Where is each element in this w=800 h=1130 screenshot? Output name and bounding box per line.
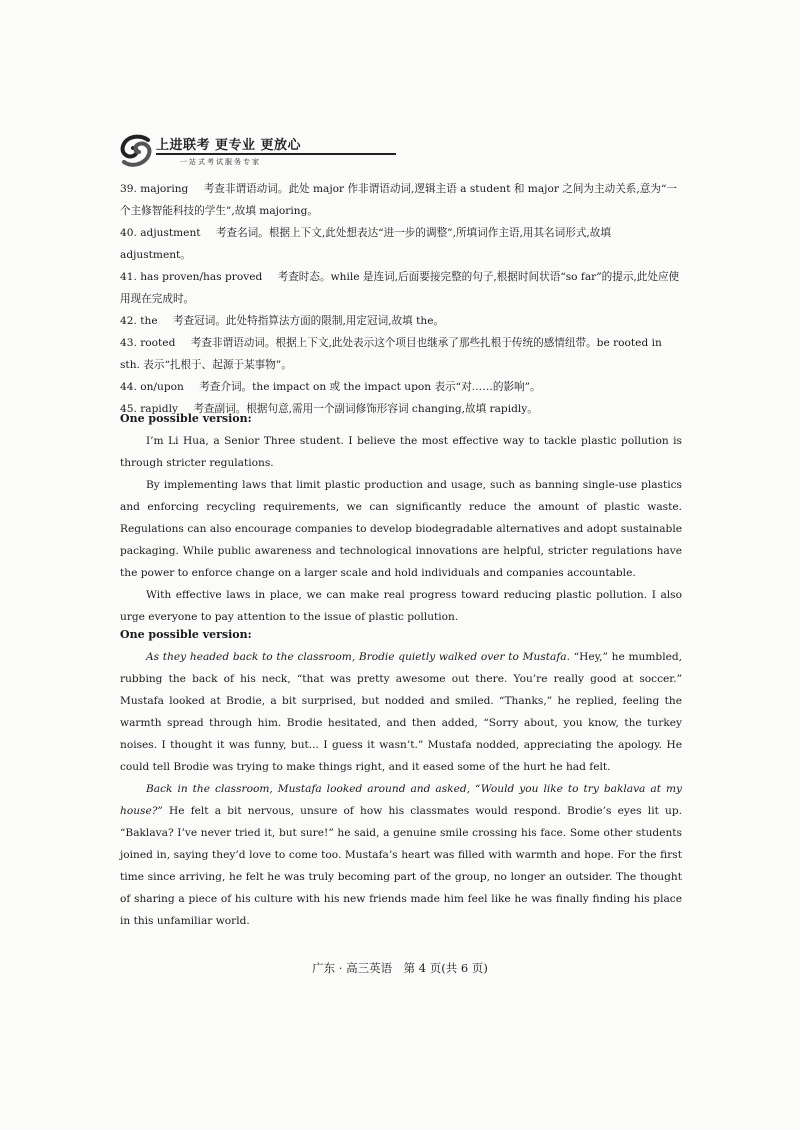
story-text: “Hey,” he mumbled, rubbing the back of his neck, “that was pretty awesome out there. You’re really good at soccer.” Mustafa looked at Brodie, a bit surprised, but nodded and smiled. “Thanks,” he replied, feeling the warmth spread through him. Brodie hesitated, and then added, “Sorry about, you know, the turkey noises. I thought it was funny, but... I guess it wasn’t.” Mustafa nodded, appreciating the apology. He could tell Brodie was trying to make things right, and it eased some of the hurt he had felt. [120, 651, 683, 773]
answer-item [120, 376, 682, 398]
answer-word: rapidly [140, 403, 178, 415]
essay-paragraph: I’m Li Hua, a Senior Three student. I believe the most effective way to tackle plastic pollution is through stricter regulations. [120, 435, 682, 469]
header [118, 128, 418, 174]
section-heading: One possible version: [120, 628, 252, 641]
logo-divider [156, 153, 396, 155]
answer-item [120, 266, 682, 310]
answer-word: adjustment [140, 227, 201, 239]
answer-number: 45. [120, 403, 137, 415]
answer-item [120, 332, 682, 376]
logo-swirl-icon [118, 132, 154, 168]
answer-explanation: 考查副词。根据句意,需用一个副词修饰形容词 changing,故填 rapidly。 [193, 403, 538, 415]
answer-word: on/upon [140, 381, 184, 393]
essay-paragraph: With effective laws in place, we can make real progress toward reducing plastic pollution. I also urge everyone to pay attention to the issue of plastic pollution. [120, 589, 682, 623]
answer-explanation: 考查非谓语动词。根据上下文,此处表示这个项目也继承了那些扎根于传统的感情纽带。be rooted in sth. 表示“扎根于、起源于某事物”。 [120, 337, 662, 371]
answer-number: 42. [120, 315, 137, 327]
answer-number: 43. [120, 337, 137, 349]
answer-explanation: 考查非谓语动词。此处 major 作非谓语动词,逻辑主语 a student 和 major 之间为主动关系,意为“一个主修智能科技的学生”,故填 majoring。 [120, 183, 677, 217]
answer-word: has proven/has proved [140, 271, 263, 283]
logo-title: 上进联考 更专业 更放心 [156, 138, 302, 153]
answer-explanation: 考查时态。while 是连词,后面要接完整的句子,根据时间状语“so far”的提示,此处应使用现在完成时。 [120, 271, 680, 305]
story-lead-sentence: Back in the classroom, Mustafa looked around and asked, “Would you like to try baklava at my house?” [120, 783, 682, 817]
continuation-section [120, 624, 682, 932]
logo-subtitle: 一站式考试服务专家 [180, 158, 261, 166]
answer-item [120, 178, 682, 222]
story-paragraph [120, 646, 682, 778]
answer-number: 40. [120, 227, 137, 239]
answer-word: rooted [140, 337, 176, 349]
answer-explanation: 考查冠词。此处特指算法方面的限制,用定冠词,故填 the。 [172, 315, 445, 327]
answer-explanation: 考查介词。the impact on 或 the impact upon 表示“对……的影响”。 [199, 381, 541, 393]
answer-word: majoring [140, 183, 189, 195]
answer-word: the [140, 315, 158, 327]
answer-number: 41. [120, 271, 137, 283]
answer-item [120, 222, 682, 266]
page-footer: 广东 · 高三英语 第 4 页(共 6 页) [312, 961, 488, 975]
section-heading: One possible version: [120, 412, 252, 425]
answer-number: 44. [120, 381, 137, 393]
essay-section [120, 408, 682, 628]
story-lead-sentence: As they headed back to the classroom, Brodie quietly walked over to Mustafa. [146, 651, 570, 663]
essay-paragraph: By implementing laws that limit plastic production and usage, such as banning single-use plastics and enforcing recycling requirements, we can significantly reduce the amount of plastic waste. Regulations can also encourage companies to develop biodegradable alternatives and adopt sustainable packaging. While public awareness and technological innovations are helpful, stricter regulations have the power to enforce change on a larger scale and hold individuals and companies accountable. [120, 479, 682, 579]
answer-explanation: 考查名词。根据上下文,此处想表达“进一步的调整”,所填词作主语,用其名词形式,故填 adjustment。 [120, 227, 611, 261]
story-paragraph [120, 778, 682, 932]
answer-list [120, 178, 682, 420]
story-text: He felt a bit nervous, unsure of how his classmates would respond. Brodie’s eyes lit up. “Baklava? I’ve never tried it, but sure!” he said, a genuine smile crossing his face. Some other students joined in, saying they’d love to come too. Mustafa’s heart was filled with warmth and hope. For the first time since arriving, he felt he was truly becoming part of the group, no longer an outsider. The thought of sharing a piece of his culture with his new friends made him feel like he was finally finding his place in this unfamiliar world. [120, 805, 682, 927]
answer-number: 39. [120, 183, 137, 195]
answer-item [120, 310, 682, 332]
